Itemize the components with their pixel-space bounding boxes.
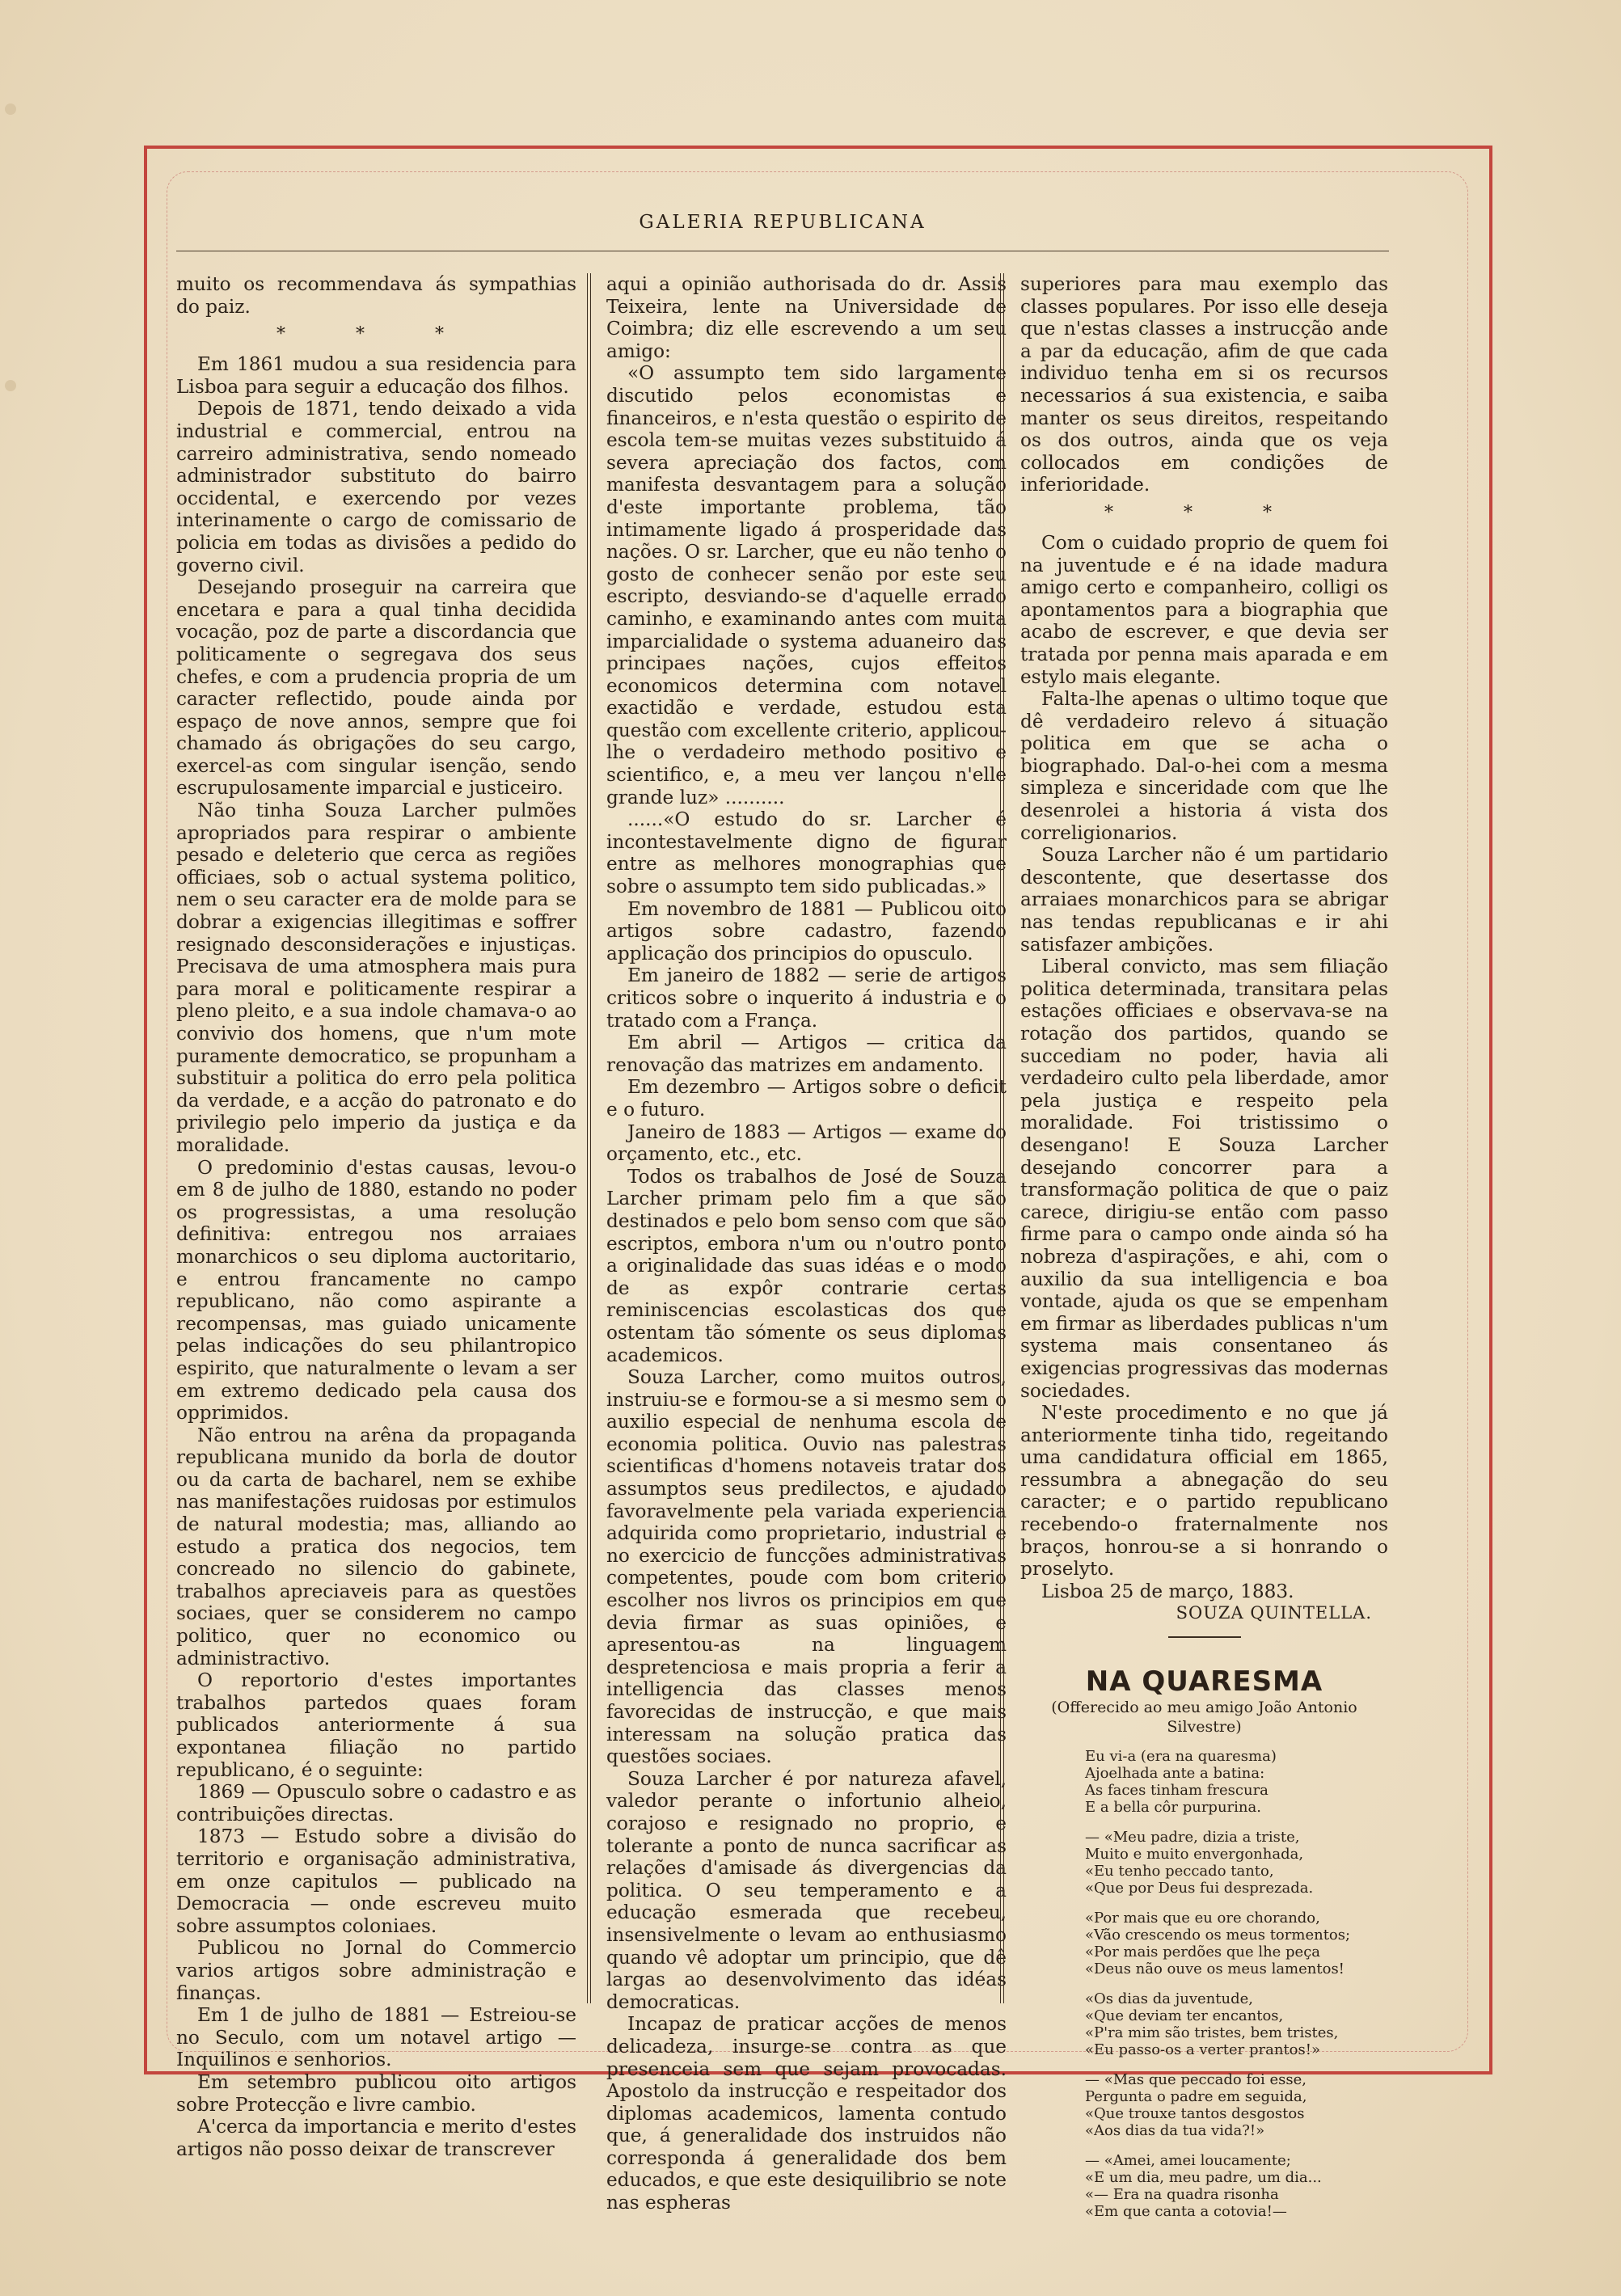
paragraph: Em abril — Artigos — critica da renovação das matrizes em andamento. xyxy=(606,1032,1007,1076)
poem-line: «Os dias da juventude, xyxy=(1085,1990,1253,2008)
section-stars: * * * xyxy=(276,324,476,345)
poem-line: — «Meu padre, dizia a triste, xyxy=(1085,1829,1300,1847)
author-signature: SOUZA QUINTELLA. xyxy=(1176,1603,1372,1623)
poem-line: «P'ra mim são tristes, bem tristes, xyxy=(1085,2024,1339,2042)
paragraph: Em setembro publicou oito artigos sobre Protecção e livre cambio. xyxy=(176,2070,576,2116)
poem-line: E a bella côr purpurina. xyxy=(1085,1799,1261,1817)
paragraph: Publicou no Jornal do Commercio varios artigos sobre administração e finanças. xyxy=(176,1937,576,2004)
paragraph: Falta-lhe apenas o ultimo toque que dê verdadeiro relevo á situação politica em que se acha o biographado. Dal-o-hei com a mesma simpleza e sinceridade com que lhe desenrolei a historia á vista dos correligionarios. xyxy=(1020,688,1388,844)
poem-line: — «Mas que peccado foi esse, xyxy=(1085,2071,1307,2089)
paragraph: 1873 — Estudo sobre a divisão do territorio e organisação administrativa, em onze capitulos — publicado na Democracia — onde escreveu muito sobre assumptos coloniaes. xyxy=(176,1825,576,1937)
paragraph: Janeiro de 1883 — Artigos — exame do orçamento, etc., etc. xyxy=(606,1121,1007,1166)
poem-line: «Em que canta a cotovia!— xyxy=(1085,2203,1287,2221)
poem-line: «Que por Deus fui desprezada. xyxy=(1085,1880,1314,1897)
poem-body xyxy=(1085,1748,1388,2220)
paragraph: 1869 — Opusculo sobre o cadastro e as contribuições directas. xyxy=(176,1781,576,1825)
column-2 xyxy=(606,273,1007,2214)
poem-stanza xyxy=(1085,2152,1388,2220)
poem-stanza xyxy=(1085,2071,1388,2139)
paragraph: Em dezembro — Artigos sobre o deficit e o futuro. xyxy=(606,1076,1007,1121)
poem-stanza xyxy=(1085,1990,1388,2058)
paragraph: A'cerca da importancia e merito d'estes artigos não posso deixar de transcrever xyxy=(176,2116,576,2160)
paragraph: Em 1 de julho de 1881 — Estreiou-se no Seculo, com um notavel artigo — Inquilinos e senhorios. xyxy=(176,2004,576,2071)
poem-dedication: (Offerecido ao meu amigo João Antonio Silvestre) xyxy=(1051,1699,1357,1737)
column-rule xyxy=(587,273,591,2003)
poem-line: «Por mais que eu ore chorando, xyxy=(1085,1910,1320,1927)
paragraph: «O assumpto tem sido largamente discutido pelos economistas e financeiros, e n'esta questão o espirito de escola tem-se muitas vezes substituido á severa apreciação dos factos, com manifesta desvantagem para a solução d'este importante problema, tão intimamente ligado á prosperidade das nações. O sr. Larcher, que eu não tenho o gosto de conhecer senão por este seu escripto, desviando-se d'aquelle errado caminho, e examinando antes com muita imparcialidade o systema aduaneiro das principaes nações, cujos effeitos economicos determina com notavel exactidão e verdade, estudou esta questão com excellente criterio, applicou-lhe o verdadeiro methodo positivo e scientifico, e, a meu ver lançou n'elle grande luz» .......... xyxy=(606,362,1007,808)
paragraph: Incapaz de praticar acções de menos delicadeza, insurge-se contra as que presenceia sem que sejam provocadas. Apostolo da instrucção e respeitador dos diplomas academicos, lamenta contudo que, á generalidade dos instruidos não corresponda á generalidade dos bem educados, e que este desiquilibrio se note nas espheras xyxy=(606,2013,1007,2214)
poem-line: As faces tinham frescura xyxy=(1085,1782,1269,1800)
poem-line: Ajoelhada ante a batina: xyxy=(1085,1765,1265,1783)
poem-line: «E um dia, meu padre, um dia... xyxy=(1085,2169,1322,2187)
poem-line: «Por mais perdões que lhe peça xyxy=(1085,1944,1321,1961)
paragraph: muito os recommendava ás sympathias do paiz. xyxy=(176,273,576,318)
page-hole xyxy=(5,380,16,391)
poem-stanza xyxy=(1085,1829,1388,1897)
page-hole xyxy=(5,103,16,115)
paragraph: Com o cuidado proprio de quem foi na juventude e é na idade madura amigo certo e companheiro, colligi os apontamentos para a biographia que acabo de escrever, e que devia ser tratada por penna mais aparada e em estylo mais elegante. xyxy=(1020,531,1388,688)
paragraph: Não entrou na arêna da propaganda republicana munido da borla de doutor ou da carta de bacharel, nem se exhibe nas manifestações ruidosas por estimulos de natural modestia; mas, alliando ao estudo a pratica dos negocios, tem concreado no silencio do gabinete, trabalhos apreciaveis para as questões sociaes, quer se considerem no campo politico, quer no economico ou administractivo. xyxy=(176,1424,576,1669)
poem-stanza xyxy=(1085,1748,1388,1816)
column-3 xyxy=(1020,273,1388,2221)
poem-stanza xyxy=(1085,1910,1388,1977)
poem-line: «Eu passo-os a verter prantos!» xyxy=(1085,2041,1321,2059)
paragraph: Desejando proseguir na carreira que encetara e para a qual tinha decidida vocação, poz de parte a discordancia que politicamente o segregava dos seus chefes, e com a prudencia propria de um caracter reflectido, poude ainda por espaço de nove annos, sempre que foi chamado ás obrigações do seu cargo, exercel-as com singular isenção, sendo escrupulosamente imparcial e justiceiro. xyxy=(176,576,576,800)
poem-line: «Que deviam ter encantos, xyxy=(1085,2007,1284,2025)
paragraph: Souza Larcher é por natureza afavel, valedor perante o infortunio alheio, corajoso e resignado no proprio, e tolerante a ponto de nunca sacrificar as relações d'amisade ás divergencias da politica. O seu temperamento e a educação esmerada que recebeu, insensivelmente o levam ao enthusiasmo quando vê adoptar um principio, que dê largas ao desenvolvimento das idéas democraticas. xyxy=(606,1767,1007,2013)
column-1 xyxy=(176,273,576,2160)
paragraph: Em janeiro de 1882 — serie de artigos criticos sobre o inquerito á industria e o tratado com a França. xyxy=(606,964,1007,1032)
paragraph: Depois de 1871, tendo deixado a vida industrial e commercial, entrou na carreiro administrativa, sendo nomeado administrador substituto do bairro occidental, e exercendo por vezes interinamente o cargo de comissario de policia em todas as divisões a pedido do governo civil. xyxy=(176,398,576,576)
paragraph: Não tinha Souza Larcher pulmões apropriados para respirar o ambiente pesado e deleterio que cerca as regiões officiaes, sob o actual systema politico, nem o seu caracter era de molde para se dobrar a exigencias illegitimas e soffrer resignado desconsiderações e injustiças. Precisava de uma atmosphera mais pura para moral e politicamente respirar a pleno pleito, e a sua indole chamava-o ao convivio dos homens, que n'um mote puramente democratico, se propunham a substituir a politica do erro pela politica da verdade, e a acção do patronato e do privilegio pelo imperio da justiça e da moralidade. xyxy=(176,800,576,1156)
paragraph: Souza Larcher, como muitos outros, instruiu-se e formou-se a si mesmo sem o auxilio especial de nenhuma escola de economia politica. Ouvio nas palestras scientificas d'homens notaveis tratar dos assumptos seus predilectos, e ajudado favoravelmente pela variada experiencia adquirida como proprietario, industrial e no exercicio de funcções administrativas competentes, poude com bom criterio escolher nos livros os principios em que devia firmar as suas opiniões, e apresentou-as na linguagem despretenciosa e mais propria a ferir a intelligencia das classes menos favorecidas de instrucção, e que mais interessam na solução pratica das questões sociaes. xyxy=(606,1366,1007,1768)
poem-line: «Aos dias da tua vida?!» xyxy=(1085,2122,1265,2140)
poem-line: — «Amei, amei loucamente; xyxy=(1085,2152,1291,2170)
section-stars: * * * xyxy=(1104,502,1304,523)
running-header: GALERIA REPUBLICANA xyxy=(639,212,927,233)
paragraph: N'este procedimento e no que já anteriormente tinha tido, regeitando uma candidatura official em 1865, ressumbra a abnegação do seu caracter; e o partido republicano recebendo-o fraternalmente nos braços, honrou-se a si honrando o proselyto. xyxy=(1020,1402,1388,1581)
paragraph: superiores para mau exemplo das classes populares. Por isso elle deseja que n'estas classes a instrucção ande a par da educação, afim de que cada individuo tenha em si os recursos necessarios á sua existencia, e saiba manter os seus direitos, respeitando os dos outros, ainda que os veja collocados em condições de inferioridade. xyxy=(1020,273,1388,496)
paragraph: Liberal convicto, mas sem filiação politica determinada, transitara pelas estações officiaes e observava-se na rotação dos partidos, quando se succediam no poder, havia ali verdadeiro culto pela liberdade, amor pela justiça e respeito pela moralidade. Foi tristissimo o desengano! E Souza Larcher desejando concorrer para a transformação politica de que o paiz carece, dirigiu-se então com passo firme para o campo onde ainda só ha nobreza d'aspirações, e ahi, com o auxilio da sua intelligencia e boa vontade, ajuda os que se empenham em firmar as liberdades publicas n'um systema mais consentaneo ás exigencias progressivas das modernas sociedades. xyxy=(1020,956,1388,1402)
poem-line: Eu vi-a (era na quaresma) xyxy=(1085,1748,1277,1766)
paragraph: O predominio d'estas causas, levou-o em 8 de julho de 1880, estando no poder os progressistas, a uma resolução definitiva: entregou nos arraiaes monarchicos o seu diploma auctoritario, e entrou francamente no campo republicano, não como aspirante a recompensas, mas guiado unicamente pelas indicações do seu philantropico espirito, que naturalmente o levam a ser em extremo dedicado pela causa dos opprimidos. xyxy=(176,1156,576,1424)
dateline: Lisboa 25 de março, 1883. xyxy=(1041,1580,1294,1602)
poem-line: Muito e muito envergonhada, xyxy=(1085,1846,1304,1863)
poem-line: «— Era na quadra risonha xyxy=(1085,2186,1279,2204)
paragraph: ......«O estudo do sr. Larcher é incontestavelmente digno de figurar entre as melhores monographias que sobre o assumpto tem sido publicadas.» xyxy=(606,808,1007,898)
poem-line: Pergunta o padre em seguida, xyxy=(1085,2088,1307,2106)
divider xyxy=(1168,1636,1241,1638)
paragraph: Em 1861 mudou a sua residencia para Lisboa para seguir a educação dos filhos. xyxy=(176,353,576,398)
poem-title: NA QUARESMA xyxy=(1085,1665,1323,1699)
poem-line: «Vão crescendo os meus tormentos; xyxy=(1085,1927,1351,1944)
paragraph: O reportorio d'estes importantes trabalhos partedos quaes foram publicados anteriormente á sua expontanea filiação no partido republicano, é o seguinte: xyxy=(176,1669,576,1781)
column-rule xyxy=(1000,273,1004,2003)
paragraph: Todos os trabalhos de José de Souza Larcher primam pelo fim a que são destinados e pelo bom senso com que são escriptos, embora n'um ou n'outro ponto a originalidade das suas idéas e o modo de as expôr contrarie certas reminiscencias escolasticas dos que ostentam tão sómente os seus diplomas academicos. xyxy=(606,1165,1007,1366)
paragraph: Souza Larcher não é um partidario descontente, que desertasse dos arraiaes monarchicos para se abrigar nas tendas republicanas e ir ahi satisfazer ambições. xyxy=(1020,844,1388,956)
paragraph: Em novembro de 1881 — Publicou oito artigos sobre cadastro, fazendo applicação dos principios do opusculo. xyxy=(606,897,1007,964)
poem-line: «Eu tenho peccado tanto, xyxy=(1085,1863,1274,1880)
poem-line: «Deus não ouve os meus lamentos! xyxy=(1085,1960,1345,1978)
paragraph: aqui a opinião authorisada do dr. Assis Teixeira, lente na Universidade de Coimbra; diz elle escrevendo a um seu amigo: xyxy=(606,273,1007,362)
poem-line: «Que trouxe tantos desgostos xyxy=(1085,2105,1305,2123)
